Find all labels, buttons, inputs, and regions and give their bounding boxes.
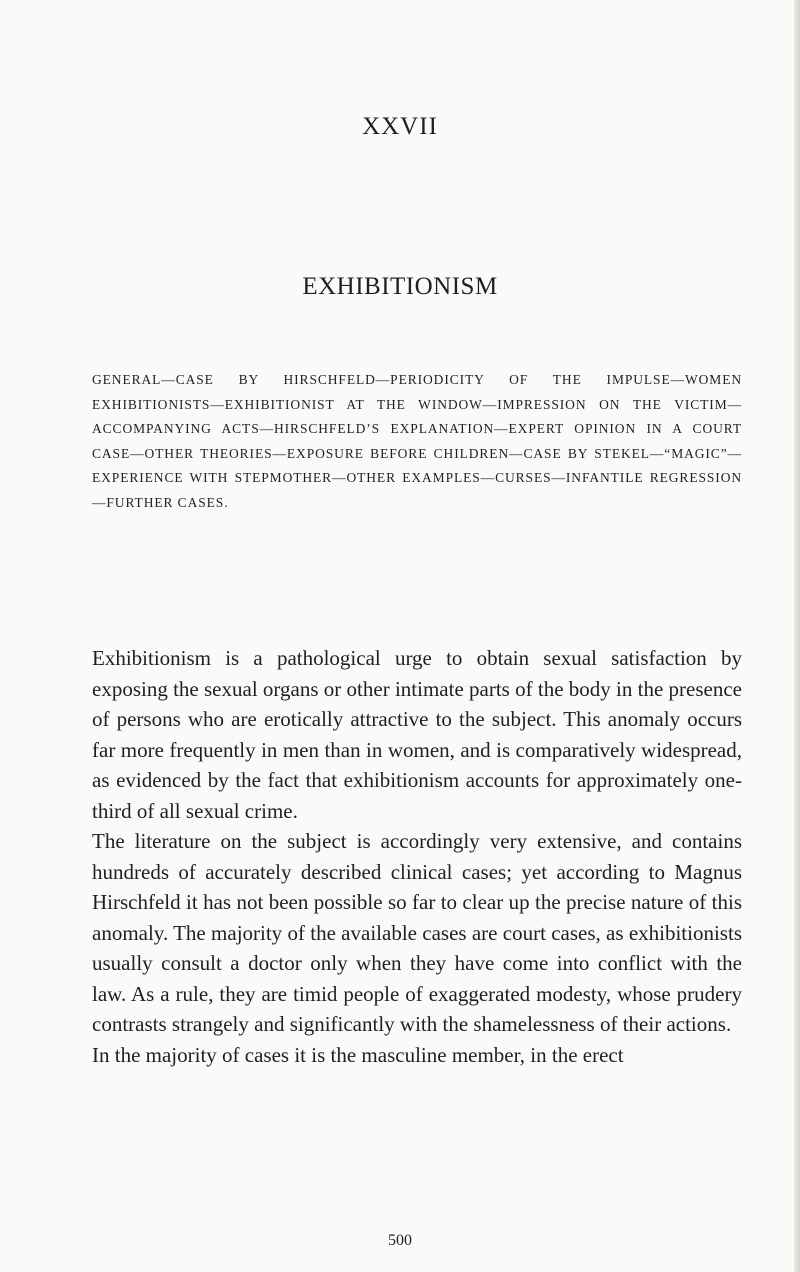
chapter-number: XXVII [362, 113, 438, 140]
paragraph: The literature on the subject is accordingly very extensive, and contains hundreds of accurately described clinical cases; yet according to Magnus Hirschfeld it has not been possible so far to clear up the precise nature of this anomaly. The majority of the available cases are court cases, as exhibitionists usually consult a doctor only when they have come into conflict with the law. As a rule, they are timid people of exaggerated modesty, whose prudery contrasts strangely and significantly with the shamelessness of their actions. [92, 829, 742, 1036]
body-text [92, 643, 742, 1070]
page-edge [794, 0, 800, 1272]
chapter-title: EXHIBITIONISM [302, 273, 498, 300]
chapter-synopsis: GENERAL—CASE BY HIRSCHFELD—PERIODICITY OF THE IMPULSE—WOMEN EXHIBITIONISTS—EXHIBITIONIST AT THE WINDOW—IMPRESSION ON THE VICTIM—ACCOMPANYING ACTS—HIRSCHFELD’S EXPLANATION—EXPERT OPINION IN A COURT CASE—OTHER THEORIES—EXPOSURE BEFORE CHILDREN—CASE BY STEKEL—“MAGIC”—EXPERIENCE WITH STEPMOTHER—OTHER EXAMPLES—CURSES—INFANTILE REGRESSION—FURTHER CASES. [92, 372, 742, 510]
paragraph: In the majority of cases it is the masculine member, in the erect [92, 1042, 624, 1067]
paragraph: Exhibitionism is a pathological urge to obtain sexual satisfaction by exposing the sexual organs or other intimate parts of the body in the presence of persons who are erotically attractive to the subject. This anomaly occurs far more frequently in men than in women, and is comparatively widespread, as evidenced by the fact that exhibitionism accounts for approximately one-third of all sexual crime. [92, 646, 742, 823]
page-number: 500 [388, 1232, 412, 1249]
